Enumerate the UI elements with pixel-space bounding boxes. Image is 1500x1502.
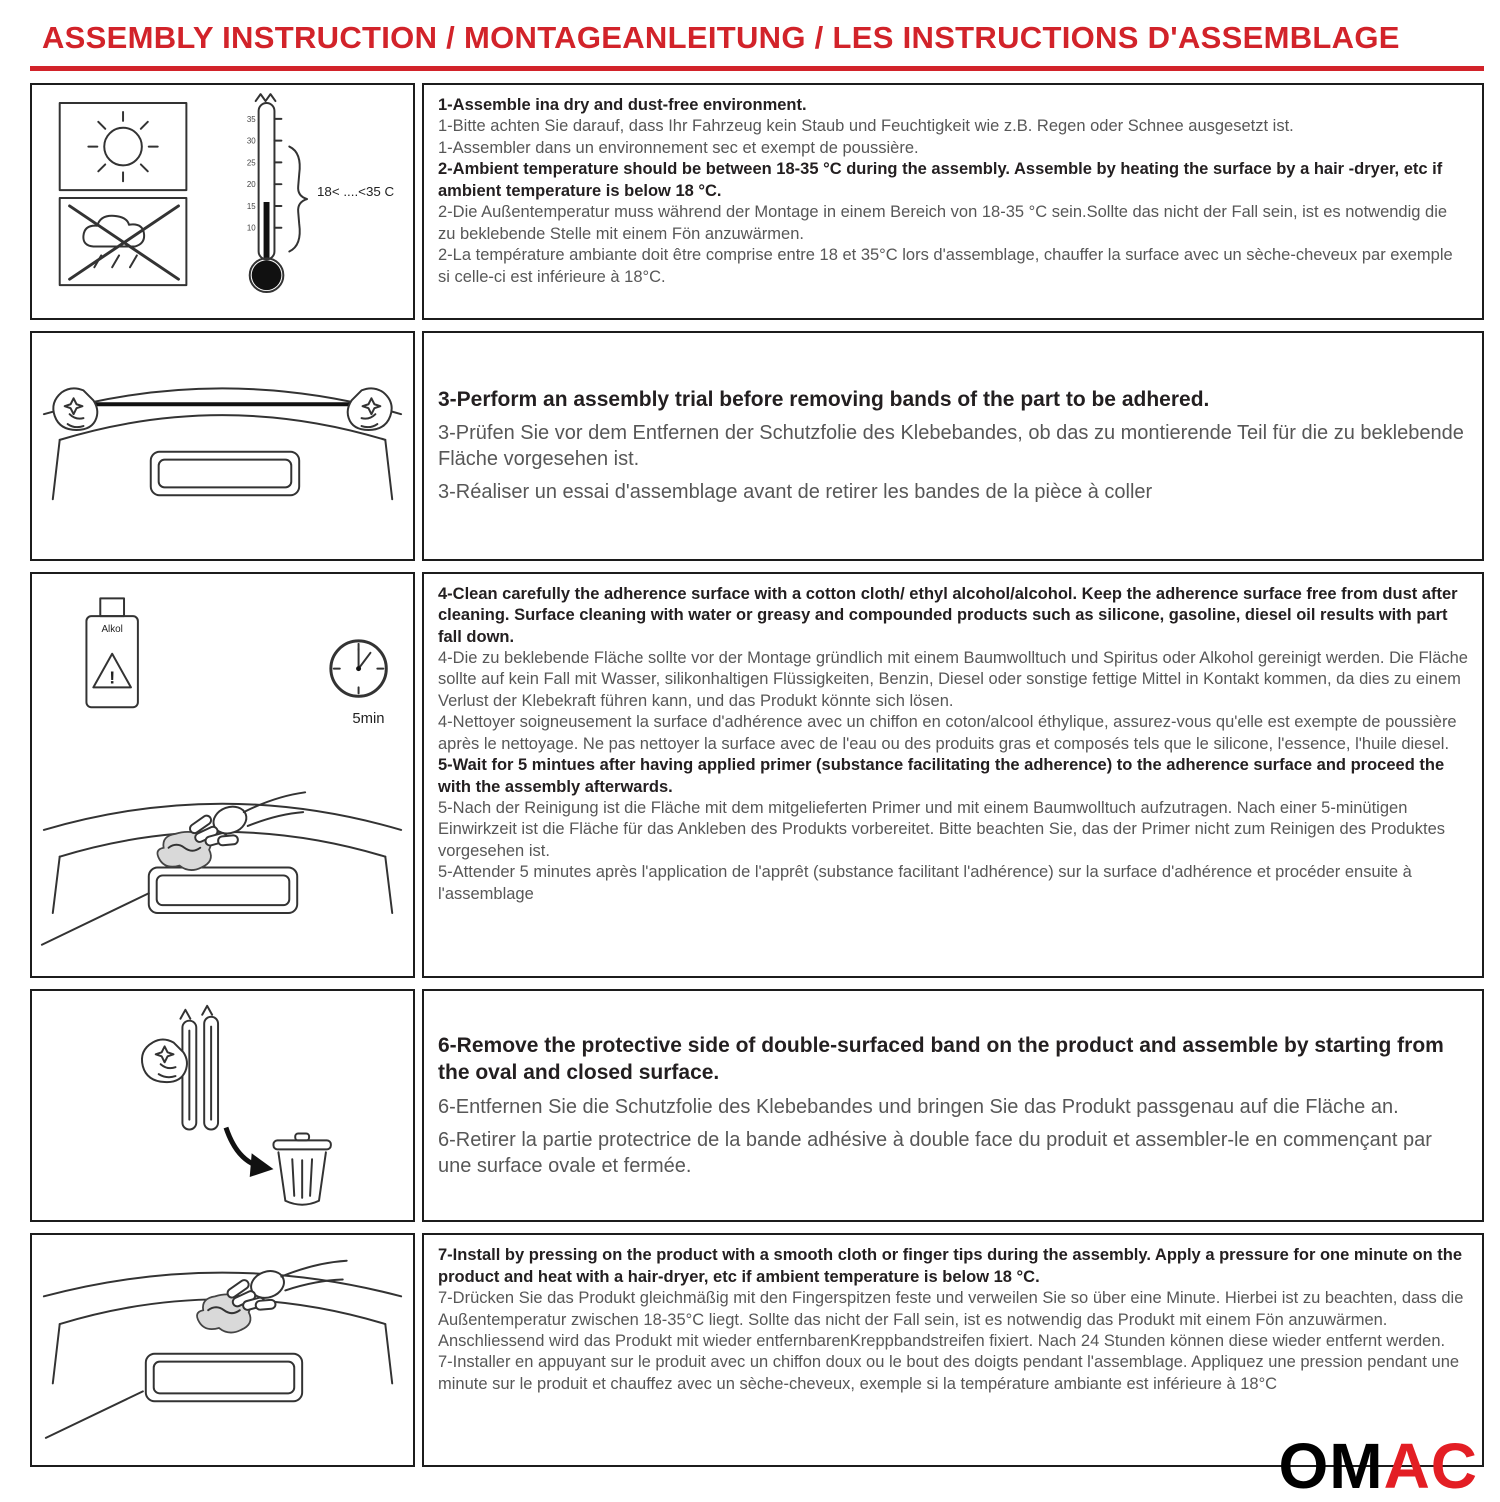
instruction-section-4 bbox=[30, 989, 1484, 1223]
omac-logo-red-letters: AC bbox=[1383, 1430, 1478, 1502]
instruction-paragraph: 1-Bitte achten Sie darauf, dass Ihr Fahrzeug kein Staub und Feuchtigkeit wie z.B. Regen oder Schnee ausgesetzt ist. bbox=[438, 117, 1294, 136]
alcohol-bottle-label: Alkol bbox=[101, 623, 123, 635]
thermometer-tick: 35 bbox=[246, 114, 256, 124]
hand-pressing-cloth-icon bbox=[32, 1235, 413, 1465]
remove-band-illustration bbox=[30, 989, 415, 1223]
instruction-section-3 bbox=[30, 572, 1484, 978]
instruction-section-5 bbox=[30, 1233, 1484, 1467]
instruction-paragraph: 2-La température ambiante doit être comprise entre 18 et 35°C lors d'assemblage, chauffer la surface avec un sèche-cheveux par exemple si celle-ci est inférieure à 18°C. bbox=[438, 246, 1453, 286]
instruction-paragraph: 2-Die Außentemperatur muss während der Montage in einem Bereich von 18-35 °C sein.Sollte das nicht der Fall sein, ist es notwendig die zu beklebende Stelle mit einem Fön anzuwärmen. bbox=[438, 203, 1448, 243]
instruction-paragraph: 3-Réaliser un essai d'assemblage avant de retirer les bandes de la pièce à coller bbox=[438, 481, 1153, 504]
press-product-illustration bbox=[30, 1233, 415, 1467]
instruction-paragraph: 4-Die zu beklebende Fläche sollte vor der Montage gründlich mit einem Baumwolltuch und Spiritus oder Alkohol gereinigt werden. Die Fläche sollte auf kein Fall mit Wasser, silikonhaltigen Flüssigkeiten, Benzin, Diesel oder sonstige fettige Mittel in Kontakt kommen, da dies zu einem Verlust der Klebekraft führen kann, und das Produkt könnte sich lösen. bbox=[438, 648, 1468, 710]
instruction-text-3 bbox=[422, 572, 1484, 978]
thermometer-tick: 30 bbox=[246, 136, 256, 146]
thermometer-tick: 10 bbox=[246, 223, 256, 233]
peel-band-trash-icon bbox=[32, 991, 413, 1221]
instruction-paragraph: 7-Drücken Sie das Produkt gleichmäßig mit den Fingerspitzen feste und verweilen Sie so über eine Minute. Hierbei ist zu beachten, dass die Außentemperatur zwischen 18-35°C liegt. Sollte das nicht der Fall sein, ist es notwendig das Produkt mit einem Fön anzuwärmen. Anschliessend wird das Produkt mit wieder entfernbarenKreppbandstreifen fixiert. Nach 24 Stunden können diese wieder entfernt werden. bbox=[438, 1289, 1464, 1350]
thermometer-tick: 20 bbox=[246, 180, 256, 190]
instruction-text-1 bbox=[422, 83, 1484, 320]
alcohol-clock-wipe-icon bbox=[32, 574, 413, 976]
warning-exclamation: ! bbox=[109, 667, 116, 688]
instruction-paragraph: 6-Entfernen Sie die Schutzfolie des Klebebandes und bringen Sie das Produkt passgenau auf die Fläche an. bbox=[438, 1095, 1399, 1118]
instruction-paragraph: 7-Install by pressing on the product with a smooth cloth or finger tips during the assembly. Apply a pressure for one minute on the product and heat with a hair-dryer, etc if ambient temperature is below 18 °C. bbox=[438, 1246, 1463, 1286]
instruction-paragraph: 4-Nettoyer soigneusement la surface d'adhérence avec un chiffon en coton/alcool éthylique, assurez-vous qu'elle est exempte de poussière après le nettoyage. Ne pas nettoyer la surface avec de l'eau ou des produits gras et composés tels que le silicone, l'essence, l'huile diesel. bbox=[438, 713, 1457, 753]
instruction-paragraph: 7-Installer en appuyant sur le produit avec un chiffon doux ou le bout des doigts pendant l'assemblage. Appliquez une pression pendant une minute sur le produit et chauffez avec un sèche-cheveux, exemple si la température ambiante est inférieure à 18°C bbox=[438, 1353, 1460, 1393]
instruction-paragraph: 6-Remove the protective side of double-surfaced band on the product and assemble by starting from the oval and closed surface. bbox=[438, 1034, 1444, 1085]
instruction-paragraph: 2-Ambient temperature should be between 18-35 °C during the assembly. Assemble by heating the surface by a hair -dryer, etc if ambient temperature is below 18 °C. bbox=[438, 160, 1443, 200]
hands-holding-band-icon bbox=[32, 333, 413, 559]
instruction-section-1 bbox=[30, 83, 1484, 320]
instruction-paragraph: 4-Clean carefully the adherence surface with a cotton cloth/ ethyl alcohol/alcohol. Keep the adherence surface free from dust after cleaning. Surface cleaning with water or greasy and compounded products such as silicone, gasoline, diesel oil results with part fall down. bbox=[438, 584, 1458, 646]
instruction-text-2 bbox=[422, 331, 1484, 561]
clean-surface-illustration bbox=[30, 572, 415, 978]
wait-time-label: 5min bbox=[352, 710, 385, 727]
environment-temperature-illustration bbox=[30, 83, 415, 320]
temperature-range-label: 18< ....<35 C bbox=[317, 184, 395, 200]
instruction-section-2 bbox=[30, 331, 1484, 561]
instruction-paragraph: 1-Assembler dans un environnement sec et exempt de poussière. bbox=[438, 138, 919, 157]
sun-no-rain-thermometer-icon bbox=[32, 85, 413, 318]
thermometer-tick: 25 bbox=[246, 158, 256, 168]
instruction-paragraph: 5-Nach der Reinigung ist die Fläche mit dem mitgelieferten Primer und mit einem Baumwolltuch aufzutragen. Nach einer 5-minütigen Einwirkzeit ist die Fläche für das Ankleben des Produkts vorbereitet. Bitte beachten Sie, das der Primer nicht zum Reinigen des Produktes vorgesehen ist. bbox=[438, 799, 1446, 860]
thermometer-tick: 15 bbox=[246, 201, 256, 211]
instruction-paragraph: 6-Retirer la partie protectrice de la bande adhésive à double face du produit et assembler-le en commençant par une surface ovale et fermée. bbox=[438, 1128, 1432, 1177]
assembly-trial-illustration bbox=[30, 331, 415, 561]
instruction-paragraph: 5-Wait for 5 mintues after having applied primer (substance facilitating the adherence) to the adherence surface and proceed the with the assembly afterwards. bbox=[438, 756, 1445, 796]
instruction-paragraph: 5-Attender 5 minutes après l'application de l'apprêt (substance facilitant l'adhérence) sur la surface d'adhérence et procéder ensuite à l'assemblage bbox=[438, 863, 1412, 903]
instruction-text-4 bbox=[422, 989, 1484, 1223]
page-title: ASSEMBLY INSTRUCTION / MONTAGEANLEITUNG / LES INSTRUCTIONS D'ASSEMBLAGE bbox=[30, 14, 1484, 71]
omac-logo bbox=[1278, 1430, 1478, 1502]
omac-logo-black-letters: OM bbox=[1278, 1430, 1384, 1502]
instruction-paragraph: 3-Perform an assembly trial before removing bands of the part to be adhered. bbox=[438, 388, 1210, 412]
instruction-paragraph: 1-Assemble ina dry and dust-free environment. bbox=[438, 96, 807, 114]
instruction-paragraph: 3-Prüfen Sie vor dem Entfernen der Schutzfolie des Klebebandes, ob das zu montierende Teil für die zu beklebende Fläche vorgesehen ist. bbox=[438, 422, 1464, 471]
